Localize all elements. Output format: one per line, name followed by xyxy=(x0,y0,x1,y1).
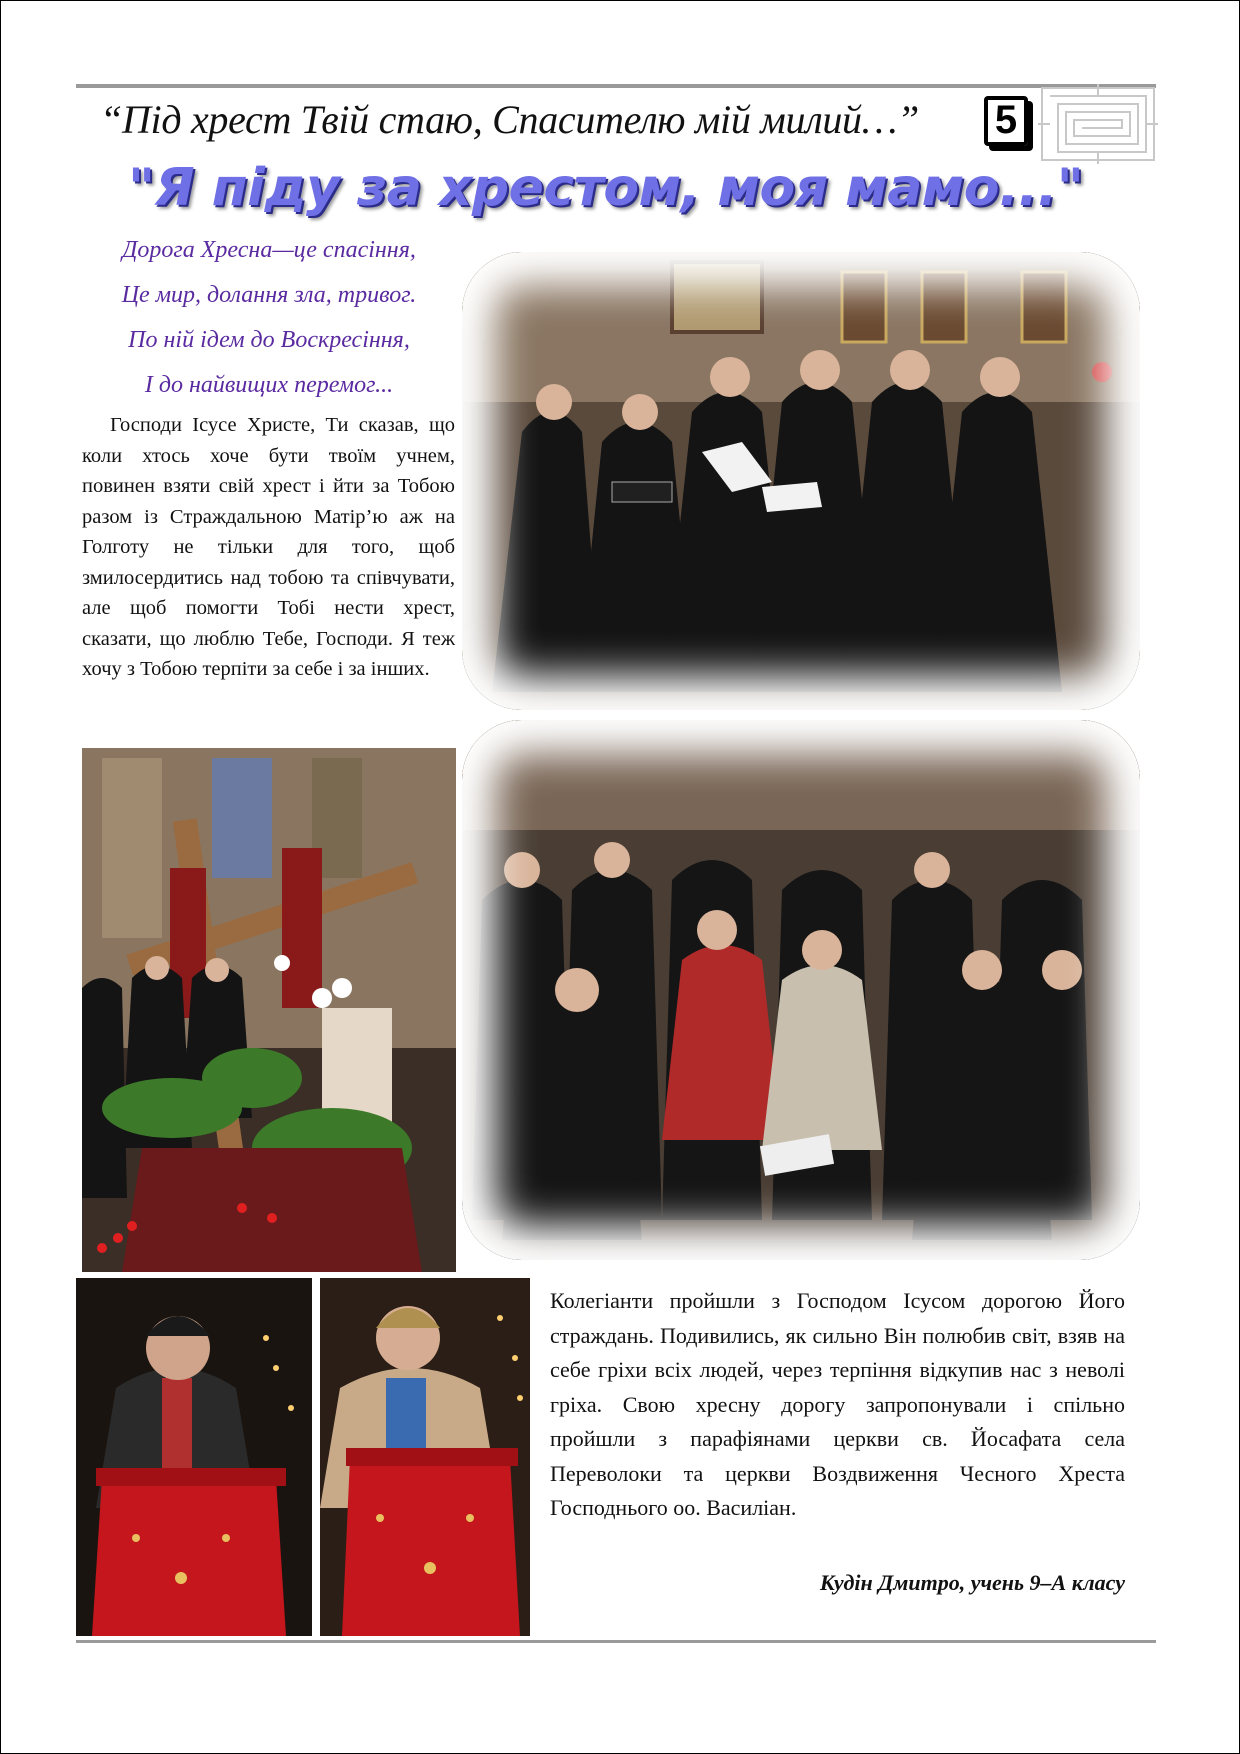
top-rule xyxy=(76,84,1156,88)
photo-cross-with-flowers xyxy=(82,748,456,1272)
article-title: "Я піду за хрестом, моя мамо..." xyxy=(128,158,1084,218)
header-quote: “Під хрест Твій стаю, Спасителю мій милий…” xyxy=(100,97,919,142)
poem-line: По ній ідем до Воскресіння, xyxy=(128,327,410,353)
photo-reader-at-lectern xyxy=(320,1278,530,1636)
body-paragraph-prayer: Господи Ісусе Христе, Ти сказав, що коли хтось хоче бути твоїм учнем, повинен взяти свій хрест і йти за Тобою разом із Страждальною Матір’ю аж на Голготу не тільки для того, щоб змилосердитись над тобою та співчувати, але щоб помогти Тобі нести хрест, сказати, що люблю Тебе, Господи. Я теж хочу з Тобою терпіти за себе і за інших. xyxy=(82,414,455,680)
author-signature: Кудін Дмитро, учень 9–А класу xyxy=(819,1570,1125,1595)
photo-reader-at-lectern xyxy=(76,1278,312,1636)
poem xyxy=(84,228,454,408)
photo-students-singing xyxy=(462,252,1140,710)
bottom-rule xyxy=(76,1640,1156,1643)
corner-ornament-icon xyxy=(1036,82,1160,166)
poem-line: І до найвищих перемог... xyxy=(144,372,394,398)
photo-students-kneeling xyxy=(462,720,1140,1260)
poem-line: Дорога Хресна—це спасіння, xyxy=(122,237,416,263)
page-number: 5 xyxy=(984,96,1028,146)
poem-line: Це мир, долання зла, тривог. xyxy=(121,282,417,308)
body-paragraph-procession: Колегіанти пройшли з Господом Ісусом дорогою Його страждань. Подивились, як сильно Він полюбив світ, взяв на себе гріхи всіх людей, через терпіння відкупив нас з неволі гріха. Свою хресну дорогу запропонували і спільно пройшли з парафіянами церкви св. Йосафата села Переволоки та церкви Воздвиження Чесного Хреста Господнього оо. Василіан. xyxy=(550,1288,1125,1520)
